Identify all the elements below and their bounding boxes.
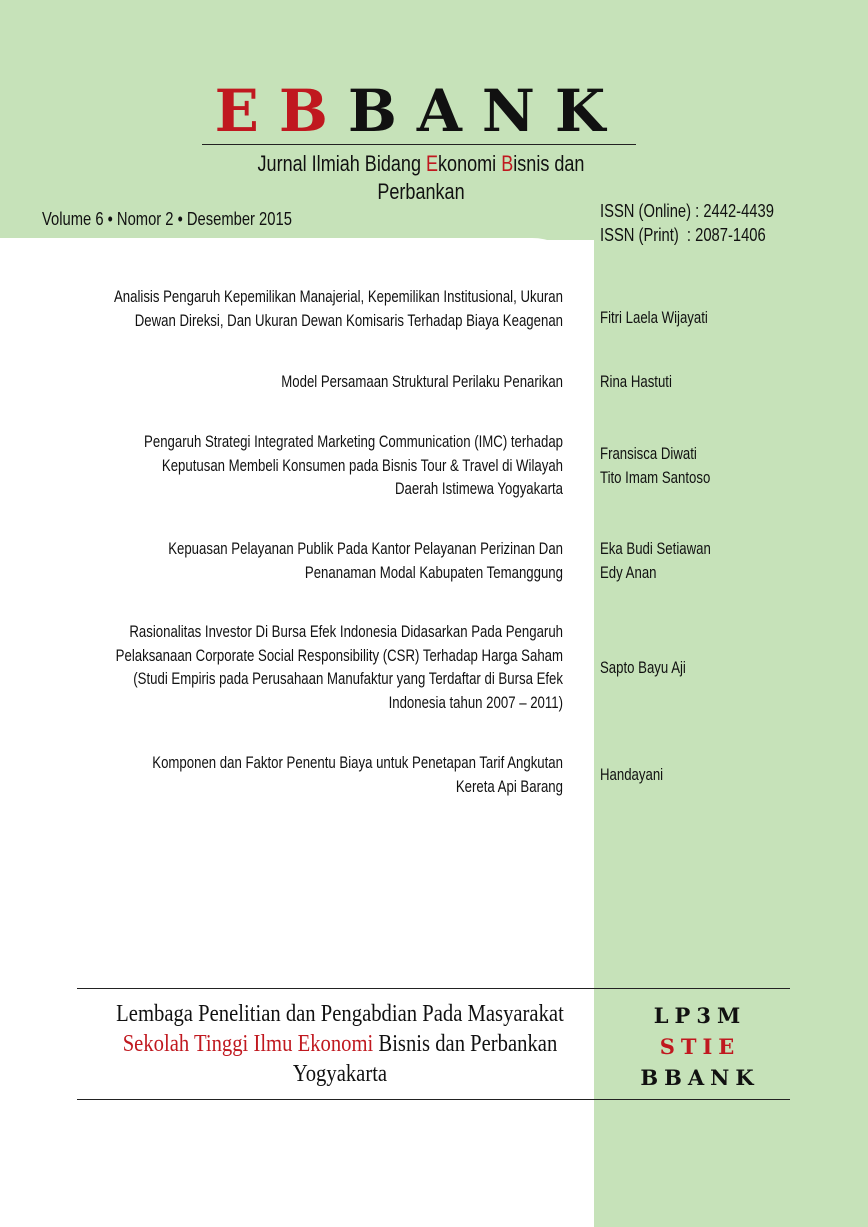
title-line: Rasionalitas Investor Di Bursa Efek Indonesia Didasarkan Pada Pengaruh xyxy=(129,623,563,641)
article-title xyxy=(67,371,563,395)
masthead-red-letters: EB xyxy=(214,77,348,145)
title-line: Kereta Api Barang xyxy=(455,777,563,796)
article-title xyxy=(67,752,563,799)
author-name: Tito Imam Santoso xyxy=(600,468,711,487)
subtitle-part-red: E xyxy=(425,151,439,176)
article-authors xyxy=(600,443,808,490)
article-authors xyxy=(600,538,808,585)
author-name: Sapto Bayu Aji xyxy=(600,659,686,677)
publisher-line3: Yogyakarta xyxy=(292,1061,388,1087)
publisher-line1: Lembaga Penelitian dan Pengabdian Pada Masyarakat xyxy=(116,1001,564,1027)
issn-print: ISSN (Print) : 2087-1406 xyxy=(600,225,766,245)
publisher-line2-black: Bisnis dan Perbankan xyxy=(373,1031,558,1057)
title-line: Indonesia tahun 2007 – 2011) xyxy=(388,693,563,712)
title-line: Pengaruh Strategi Integrated Marketing Communication (IMC) terhadap xyxy=(144,433,564,451)
publisher-abbreviation xyxy=(630,1000,770,1093)
author-name: Fransisca Diwati xyxy=(600,445,697,463)
title-line: Kepuasan Pelayanan Publik Pada Kantor Pelayanan Perizinan Dan xyxy=(168,540,563,558)
article-authors xyxy=(600,764,808,788)
title-line: (Studi Empiris pada Perusahaan Manufaktur yang Terdaftar di Bursa Efek xyxy=(133,670,563,688)
subtitle-part-red: B xyxy=(501,151,514,176)
article-title xyxy=(67,621,563,715)
issn-block xyxy=(600,199,774,247)
issn-online: ISSN (Online) : 2442-4439 xyxy=(600,201,774,221)
subtitle-part: isnis dan Perbankan xyxy=(377,151,585,204)
article-title xyxy=(67,286,563,333)
volume-issue-line: Volume 6 • Nomor 2 • Desember 2015 xyxy=(42,209,292,229)
abbr-line3: BBANK xyxy=(640,1065,760,1090)
abbr-line2: STIE xyxy=(659,1034,741,1059)
publisher-line2-red: Sekolah Tinggi Ilmu Ekonomi xyxy=(122,1031,374,1057)
article-title xyxy=(67,431,563,502)
publisher-line2 xyxy=(108,1029,572,1059)
title-line: Komponen dan Faktor Penentu Biaya untuk Penetapan Tarif Angkutan xyxy=(152,754,563,772)
subtitle-part: Jurnal Ilmiah Bidang xyxy=(257,151,426,176)
footer-top-rule xyxy=(77,988,790,989)
title-line: Dewan Direksi, Dan Ukuran Dewan Komisaris Terhadap Biaya Keagenan xyxy=(134,311,563,330)
subtitle-part: konomi xyxy=(438,151,502,176)
article-title xyxy=(67,538,563,585)
title-line: Pelaksanaan Corporate Social Responsibility (CSR) Terhadap Harga Saham xyxy=(115,646,564,665)
title-line: Model Persamaan Struktural Perilaku Penarikan xyxy=(281,373,563,391)
author-name: Handayani xyxy=(600,766,664,784)
article-authors xyxy=(600,657,808,681)
footer-bottom-rule xyxy=(77,1099,790,1100)
title-line: Penanaman Modal Kabupaten Temanggung xyxy=(304,563,563,582)
title-line: Daerah Istimewa Yogyakarta xyxy=(394,480,563,498)
masthead-rule xyxy=(202,144,636,145)
author-name: Rina Hastuti xyxy=(600,373,672,391)
abbr-line1: LP3M xyxy=(653,1003,747,1028)
author-name: Eka Budi Setiawan xyxy=(600,540,711,558)
article-authors xyxy=(600,307,808,331)
masthead-black-letters: BANK xyxy=(347,77,626,145)
title-line: Analisis Pengaruh Kepemilikan Manajerial, Kepemilikan Institusional, Ukuran xyxy=(113,288,564,306)
author-name: Fitri Laela Wijayati xyxy=(600,309,708,327)
title-line: Keputusan Membeli Konsumen pada Bisnis Tour & Travel di Wilayah xyxy=(161,456,563,475)
article-authors xyxy=(600,371,808,395)
publisher-block xyxy=(108,999,572,1089)
author-name: Edy Anan xyxy=(600,563,657,582)
journal-masthead xyxy=(200,78,640,144)
journal-subtitle xyxy=(223,150,618,206)
